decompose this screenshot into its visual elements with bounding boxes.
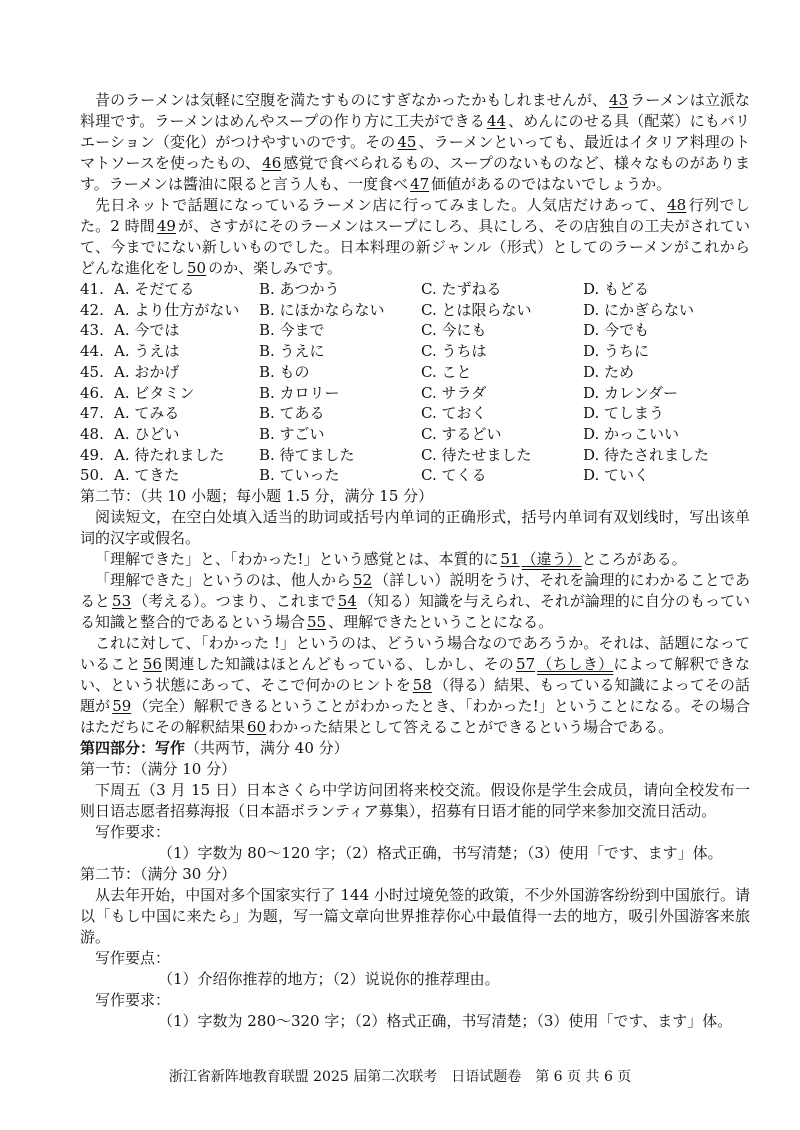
option-c: C. するどい	[421, 424, 502, 443]
option-b: B. ていった	[259, 466, 340, 485]
option-d: D. もどる	[583, 280, 650, 298]
blank-58: 58	[412, 676, 432, 695]
cloze-paragraph-1	[80, 549, 750, 570]
option-a: A. そだてる	[114, 280, 195, 298]
passage-paragraph-2	[80, 195, 750, 279]
passage-text: のか、楽しみです。	[208, 259, 342, 277]
cloze-text: ところがある。	[581, 550, 687, 569]
word-hint-51: （違う）	[521, 550, 582, 569]
question-number: 47.	[80, 404, 104, 423]
blank-53: 53	[112, 592, 132, 611]
option-a: A. ひどい	[114, 424, 180, 443]
question-number: 45.	[80, 362, 104, 381]
writing-1-requirements: （1）字数为 80～120 字；（2）格式正确，书写清楚；（3）使用「です、ます」体。	[158, 844, 723, 863]
blank-57: 57	[515, 655, 536, 674]
option-d: D. てしまう	[583, 404, 665, 423]
option-b: B. すごい	[259, 424, 325, 443]
blank-56: 56	[142, 655, 162, 674]
blank-43: 43	[609, 91, 629, 109]
exam-page	[80, 90, 750, 1032]
cloze-text: 「理解できた」というのは、他人から	[95, 571, 352, 590]
cloze-text: 関連した知識はほとんどもっている、しかし、その	[163, 655, 514, 674]
option-d: D. かっこいい	[583, 424, 680, 443]
passage-text: 昔のラーメンは気軽に空腹を満たすものにすぎなかったかもしれませんが、	[95, 91, 607, 109]
option-d: D. うちに	[583, 342, 650, 361]
option-b: B. もの	[259, 362, 310, 381]
cloze-paragraph-2	[80, 570, 750, 633]
blank-51: 51	[500, 550, 520, 569]
question-number: 43.	[80, 321, 104, 340]
option-a: A. てみる	[114, 404, 180, 423]
section-2-instruction: 阅读短文，在空白处填入适当的助词或括号内单词的正确形式，括号内单词有双划线时，写出该单词的汉字或假名。	[80, 508, 750, 548]
option-row-46	[80, 383, 750, 404]
option-c: C. とは限らない	[421, 300, 532, 319]
option-row-47	[80, 403, 750, 424]
writing-2-req-label: 写作要求：	[95, 991, 171, 1010]
question-number: 46.	[80, 383, 104, 402]
blank-50: 50	[187, 259, 207, 277]
option-a: A. より仕方がない	[114, 300, 240, 319]
option-a: A. うえは	[114, 342, 180, 361]
option-row-50	[80, 465, 750, 486]
passage-text: 感覚で食べられるもの、スープのないものなど、様々なものがあります。ラーメンは醬油に限ると言う人も、一度食べ	[80, 154, 751, 193]
passage-paragraph-1	[80, 90, 750, 195]
option-b: B. にほかならない	[259, 300, 385, 319]
option-d: D. にかぎらない	[583, 300, 695, 319]
part-4-title: 第四部分：写作	[80, 739, 186, 758]
option-row-49	[80, 445, 750, 466]
option-c: C. 待たせました	[421, 445, 532, 464]
option-d: D. 今でも	[583, 321, 650, 340]
option-row-42	[80, 300, 750, 321]
cloze-text: これに対して、「わかった !」というのは、どういう場合なのであろうか。それは、話題になっていること	[80, 634, 750, 674]
option-b: B. 今まで	[259, 321, 325, 340]
word-hint-57: （ちしき）	[537, 655, 614, 674]
passage-text: 、ラーメンといっても、最近はイタリア料理のトマトソースを使ったもの、	[80, 133, 750, 172]
blank-54: 54	[337, 592, 357, 611]
part-4-heading	[80, 738, 750, 759]
answer-options	[80, 279, 750, 486]
cloze-text: （知る）知識を与えられ、それが論理的に自分のもっている知識と整合的であるという場合	[80, 592, 750, 632]
blank-44: 44	[486, 112, 506, 130]
option-row-41	[80, 279, 750, 300]
option-b: B. てある	[259, 404, 325, 423]
passage-text: 、めんにのせる具（配菜）にもバリエーション（変化）がつけやすいのです。その	[80, 112, 750, 151]
cloze-text: によって解釈できない、という状態にあって、そこで何かのヒントを	[80, 655, 750, 695]
option-c: C. てくる	[421, 466, 487, 485]
option-b: B. カロリー	[259, 383, 340, 402]
option-a: A. てきた	[114, 466, 180, 485]
option-d: D. 待たされました	[583, 445, 710, 464]
blank-59: 59	[112, 697, 132, 716]
question-number: 48.	[80, 424, 104, 443]
option-c: C. ておく	[421, 404, 487, 423]
part-4-note: （共两节，满分 40 分）	[185, 739, 349, 758]
writing-2-requirements: （1）字数为 280～320 字；（2）格式正确，书写清楚；（3）使用「です、ます」体。	[158, 1012, 733, 1031]
option-b: B. 待てました	[259, 445, 355, 464]
question-number: 41.	[80, 280, 104, 298]
passage-text: 先日ネットで話題になっているラーメン店に行ってみました。人気店だけあって、	[95, 196, 666, 214]
cloze-text: （考える）。つまり、これまで	[133, 592, 336, 611]
question-number: 44.	[80, 342, 104, 361]
cloze-text: わかった結果として答えることができるという場合である。	[268, 718, 674, 737]
option-a: A. おかげ	[114, 362, 180, 381]
blank-55: 55	[307, 613, 327, 632]
blank-49: 49	[156, 217, 176, 235]
option-c: C. 今にも	[421, 321, 487, 340]
option-a: A. 待たれました	[114, 445, 225, 464]
cloze-paragraph-3	[80, 633, 750, 738]
question-number: 50.	[80, 466, 104, 485]
question-number: 49.	[80, 445, 104, 464]
blank-47: 47	[410, 175, 430, 193]
blank-52: 52	[353, 571, 373, 590]
cloze-text: （得る）結果、もっている知識によってその話題が	[80, 676, 750, 716]
question-number: 42.	[80, 300, 104, 319]
writing-2-heading: 第二节：（满分 30 分）	[80, 865, 237, 884]
section-2-heading: 第二节：（共 10 小题；每小题 1.5 分，满分 15 分）	[80, 487, 434, 506]
passage-text: が、さすがにそのラーメンはスープにしろ、具にしろ、その店独自の工夫がされていて、今までにない新しいものでした。日本料理の新ジャンル（形式）としてのラーメンがこれからどんな進化をし	[80, 217, 750, 277]
option-b: B. うえに	[259, 342, 325, 361]
option-row-45	[80, 362, 750, 383]
option-c: C. たずねる	[421, 280, 502, 298]
option-c: C. こと	[421, 362, 472, 381]
option-a: A. ビタミン	[114, 383, 195, 402]
option-d: D. ていく	[583, 466, 650, 485]
option-d: D. ため	[583, 362, 635, 381]
cloze-text: 、理解できたということになる。	[328, 613, 554, 632]
blank-48: 48	[667, 196, 687, 214]
option-b: B. あつかう	[259, 280, 340, 298]
writing-2-points: （1）介绍你推荐的地方；（2）说说你的推荐理由。	[158, 970, 500, 989]
option-c: C. うちは	[421, 342, 487, 361]
blank-60: 60	[247, 718, 267, 737]
cloze-text: （完全）解釈できるということがわかったとき、「わかった!」ということになる。その場合はただちにその解釈結果	[80, 697, 750, 737]
option-row-43	[80, 320, 750, 341]
writing-1-heading: 第一节：（满分 10 分）	[80, 760, 237, 779]
writing-1-body: 下周五（3 月 15 日）日本さくら中学访问团将来校交流。假设你是学生会成员，请向全校发布一则日语志愿者招募海报（日本語ボランティア募集），招募有日语才能的同学来参加交流日活动。	[80, 781, 750, 821]
passage-text: 行列でした。2 時間	[80, 196, 750, 235]
cloze-text: 「理解できた」と、「わかった!」という感覚とは、本質的に	[95, 550, 499, 569]
option-d: D. カレンダー	[583, 383, 679, 402]
passage-text: 価値があるのではないでしょうか。	[431, 175, 672, 193]
option-row-48	[80, 424, 750, 445]
option-row-44	[80, 341, 750, 362]
cloze-text: （詳しい）説明をうけ、それを論理的にわかることであると	[80, 571, 750, 611]
passage-text: ラーメンは立派な料理です。ラーメンはめんやスープの作り方に工夫ができる	[80, 91, 750, 130]
option-c: C. サラダ	[421, 383, 487, 402]
blank-45: 45	[397, 133, 417, 151]
writing-2-points-label: 写作要点：	[95, 949, 171, 968]
page-footer: 浙江省新阵地教育联盟 2025 届第二次联考 日语试题卷 第 6 页 共 6 页	[168, 1069, 632, 1085]
writing-2-body: 从去年开始，中国对多个国家实行了 144 小时过境免签的政策，不少外国游客纷纷到中国旅行。请以「もし中国に来たら」为题，写一篇文章向世界推荐你心中最值得一去的地方，吸引外国游客来旅游。	[80, 886, 750, 947]
option-a: A. 今では	[114, 321, 180, 340]
blank-46: 46	[262, 154, 282, 172]
writing-1-req-label: 写作要求：	[95, 823, 171, 842]
